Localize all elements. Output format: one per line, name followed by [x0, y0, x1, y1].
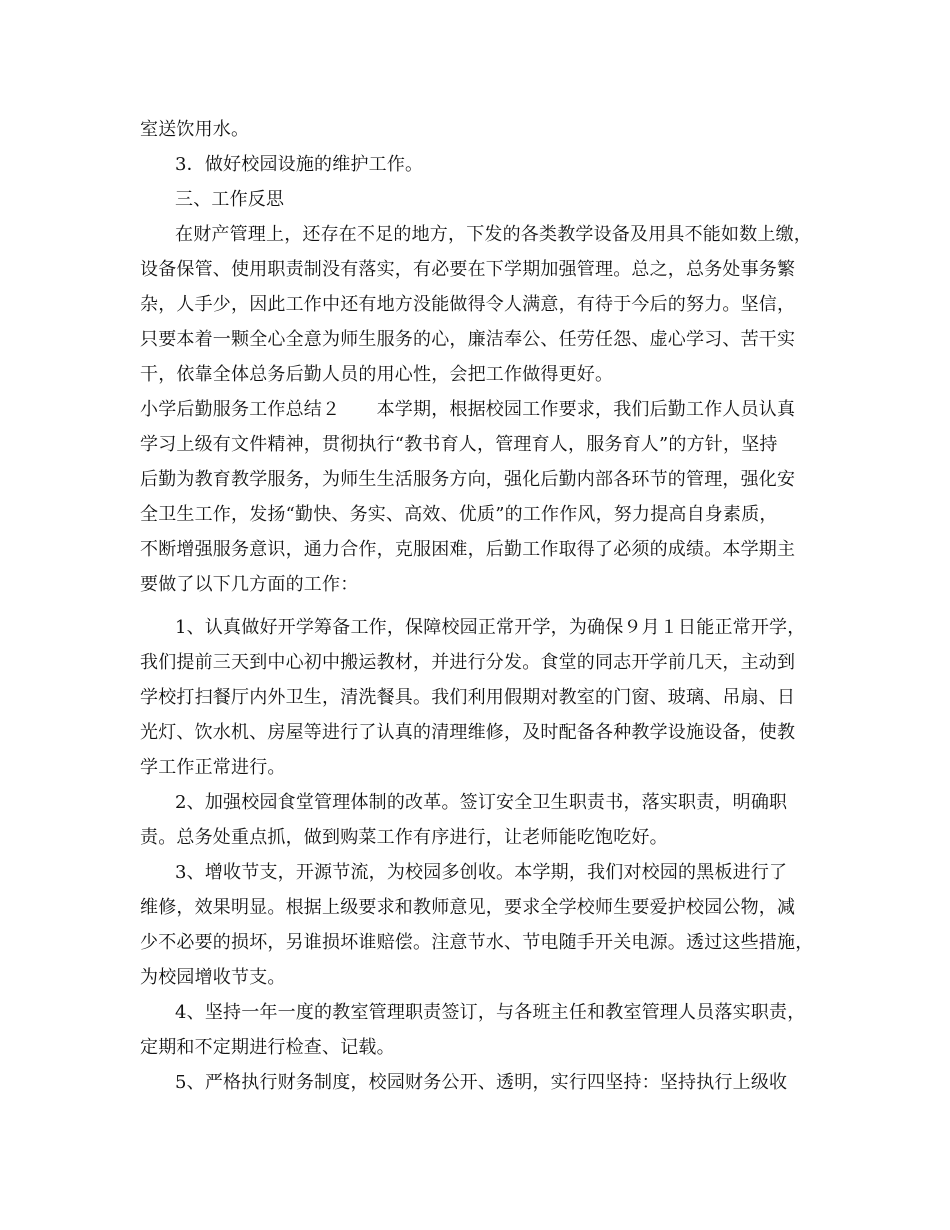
- text-line: 维修，效果明显。根据上级要求和教师意见，要求全学校师生要爱护校园公物，减: [140, 897, 796, 918]
- text-line: 全卫生工作，发扬“勤快、务实、高效、优质”的工作作风，努力提高自身素质，: [140, 504, 778, 525]
- text-line: 少不必要的损坏，另谁损坏谁赔偿。注意节水、节电随手开关电源。透过这些措施，: [140, 932, 814, 953]
- text-line: 3．做好校园设施的维护工作。: [175, 154, 424, 175]
- text-line: 我们提前三天到中心初中搬运教材，并进行分发。食堂的同志开学前几天，主动到: [140, 652, 796, 673]
- text-line: 3、增收节支，开源节流，为校园多创收。本学期，我们对校园的黑板进行了: [175, 862, 788, 883]
- text-line: 1、认真做好开学筹备工作，保障校园正常开学，为确保９月１日能正常开学，: [175, 617, 806, 638]
- text-line: 学校打扫餐厅内外卫生，清洗餐具。我们利用假期对教室的门窗、玻璃、吊扇、日: [140, 687, 796, 708]
- text-line: 杂，人手少，因此工作中还有地方没能做得令人满意，有待于今后的努力。坚信，: [140, 294, 796, 315]
- text-line: 设备保管、使用职责制没有落实，有必要在下学期加强管理。总之，总务处事务繁: [140, 259, 796, 280]
- text-line: 2、加强校园食堂管理体制的改革。签订安全卫生职责书，落实职责，明确职: [175, 792, 788, 813]
- text-line: 责。总务处重点抓，做到购菜工作有序进行，让老师能吃饱吃好。: [140, 827, 668, 848]
- text-line: 要做了以下几方面的工作：: [140, 574, 359, 595]
- text-line: 5、严格执行财务制度，校园财务公开、透明，实行四坚持：坚持执行上级收: [175, 1072, 788, 1093]
- text-line: 光灯、饮水机、房屋等进行了认真的清理维修，及时配备各种教学设施设备，使教: [140, 722, 796, 743]
- text-line: 干，依靠全体总务后勤人员的用心性，会把工作做得更好。: [140, 364, 614, 385]
- section-heading: 三、工作反思: [175, 189, 285, 210]
- text-line: 室送饮用水。: [140, 119, 250, 140]
- text-line: 只要本着一颗全心全意为师生服务的心，廉洁奉公、任劳任怨、虚心学习、苦干实: [140, 329, 796, 350]
- text-line: 小学后勤服务工作总结２ 本学期，根据校园工作要求，我们后勤工作人员认真: [140, 399, 796, 420]
- text-line: 学工作正常进行。: [140, 757, 286, 778]
- text-line: 为校园增收节支。: [140, 967, 286, 988]
- text-line: 在财产管理上，还存在不足的地方，下发的各类教学设备及用具不能如数上缴，: [175, 224, 812, 245]
- text-line: 后勤为教育教学服务，为师生生活服务方向，强化后勤内部各环节的管理，强化安: [140, 469, 796, 490]
- text-line: 学习上级有文件精神，贯彻执行“教书育人，管理育人，服务育人”的方针，坚持: [140, 434, 778, 455]
- text-line: 不断增强服务意识，通力合作，克服困难，后勤工作取得了必须的成绩。本学期主: [140, 539, 796, 560]
- text-line: 4、坚持一年一度的教室管理职责签订，与各班主任和教室管理人员落实职责，: [175, 1002, 806, 1023]
- text-line: 定期和不定期进行检查、记载。: [140, 1037, 395, 1058]
